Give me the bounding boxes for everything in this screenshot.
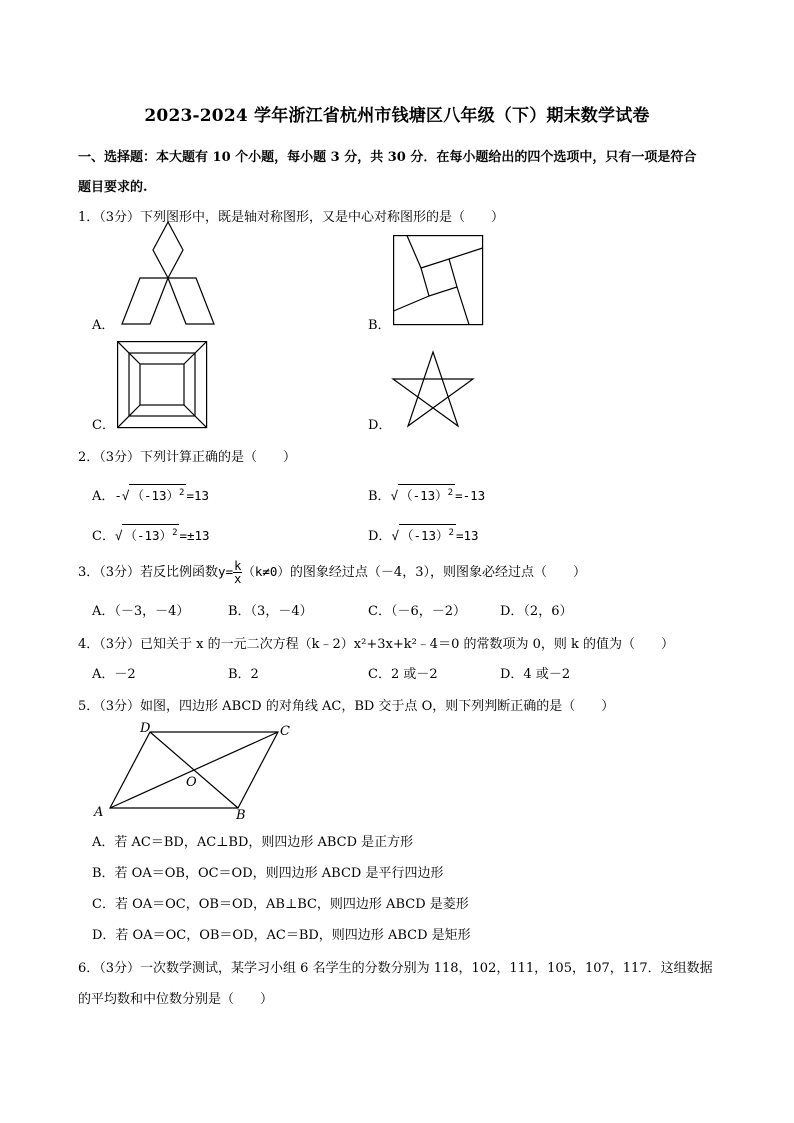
q3-option-b: B．（3，－4） — [228, 604, 313, 619]
q5-option-b: B．若 OA＝OB，OC＝OD，则四边形 ABCD 是平行四边形 — [92, 866, 444, 881]
q4-option-b: B．2 — [228, 667, 259, 682]
q2-option-b — [368, 484, 485, 504]
q2-option-a-label: A． — [92, 489, 115, 504]
q2-option-b-label: B． — [368, 489, 391, 504]
q2-b-result: =-13 — [455, 488, 486, 503]
q3-fraction: $\frac{k}{x}$ — [234, 559, 242, 586]
q5-point-c: C — [280, 724, 290, 739]
page-title: 2023-2024 学年浙江省杭州市钱塘区八年级（下）期末数学试卷 — [144, 106, 650, 126]
q1-figure-d-star — [391, 350, 477, 432]
section-heading-line1: 一、选择题：本大题有 10 个小题，每小题 3 分，共 30 分．在每小题给出的四个选项中，只有一项是符合 — [78, 150, 697, 165]
q2-a-result: =13 — [186, 488, 210, 503]
q2-c-radicand: $(-13)^2$ — [122, 524, 179, 544]
q4-option-c: C．2 或－2 — [368, 667, 438, 682]
q2-option-d — [368, 524, 479, 544]
question-2-stem: 2．（3分）下列计算正确的是（ ） — [78, 450, 297, 465]
q5-point-d: D — [140, 721, 151, 736]
q3-option-a: A．（－3，－4） — [92, 604, 190, 619]
q1-figure-b-pinwheel-square — [393, 235, 485, 327]
q4-option-d: D．4 或－2 — [500, 667, 571, 682]
q1-option-c-label: C． — [92, 418, 115, 433]
q1-option-b-label: B． — [368, 318, 391, 333]
q1-option-d-label: D． — [368, 418, 392, 433]
question-1-stem: 1．（3分）下列图形中，既是轴对称图形，又是中心对称图形的是（ ） — [78, 210, 505, 225]
q1-option-a-label: A． — [92, 318, 115, 333]
q2-d-sqrt-sign: √ — [391, 528, 399, 543]
q2-b-radicand: $(-13)^2$ — [398, 484, 455, 504]
q2-a-sqrt-sign: √ — [121, 488, 130, 503]
q2-c-sqrt-sign: √ — [114, 528, 123, 543]
question-3-stem: 3．（3分）若反比例函数y= $\frac{k}{x}$ （k≠0）的图象经过点（－4，3），则图象必经过点（ ） — [78, 559, 586, 586]
q3-option-d: D．（2，6） — [500, 604, 573, 619]
section-heading-line2: 题目要求的. — [78, 180, 148, 195]
q4-option-a: A．－2 — [92, 667, 136, 682]
question-6-stem-line1: 6．（3分）一次数学测试，某学习小组 6 名学生的分数分别为 118，102，111，105，107，117．这组数据 — [78, 961, 713, 976]
q2-a-minus: - — [114, 488, 122, 503]
q2-d-radicand: $(-13)^2$ — [399, 524, 456, 544]
q2-option-c — [92, 524, 210, 544]
q2-c-result: =±13 — [179, 528, 210, 543]
q5-point-b: B — [236, 808, 246, 823]
q2-b-sqrt-sign: √ — [390, 488, 399, 503]
q2-option-a — [92, 484, 209, 504]
q2-option-c-label: C． — [92, 529, 115, 544]
question-4-stem: 4．（3分）已知关于 x 的一元二次方程（k﹣2）x²+3x+k²﹣4＝0 的常数项为 0，则 k 的值为（ ） — [78, 637, 675, 652]
q2-a-radicand: $(-13)^2$ — [129, 484, 186, 504]
question-5-stem: 5．（3分）如图，四边形 ABCD 的对角线 AC，BD 交于点 O，则下列判断正确的是（ ） — [78, 699, 615, 714]
q2-option-d-label: D． — [368, 529, 392, 544]
q5-quadrilateral-figure — [92, 720, 302, 823]
q5-option-c: C．若 OA＝OC，OB＝OD，AB⊥BC，则四边形 ABCD 是菱形 — [92, 897, 469, 912]
question-6-stem-line2: 的平均数和中位数分别是（ ） — [78, 992, 274, 1007]
q5-point-a: A — [94, 805, 104, 820]
q5-option-d: D．若 OA＝OC，OB＝OD，AC＝BD，则四边形 ABCD 是矩形 — [92, 928, 471, 943]
q2-d-result: =13 — [455, 528, 479, 543]
q5-point-o: O — [186, 775, 197, 790]
q1-figure-a-three-rhombuses — [118, 220, 218, 328]
q3-option-c: C．（－6，－2） — [368, 604, 466, 619]
q5-option-a: A．若 AC＝BD，AC⊥BD，则四边形 ABCD 是正方形 — [92, 835, 414, 850]
q1-figure-c-frame — [117, 341, 209, 429]
